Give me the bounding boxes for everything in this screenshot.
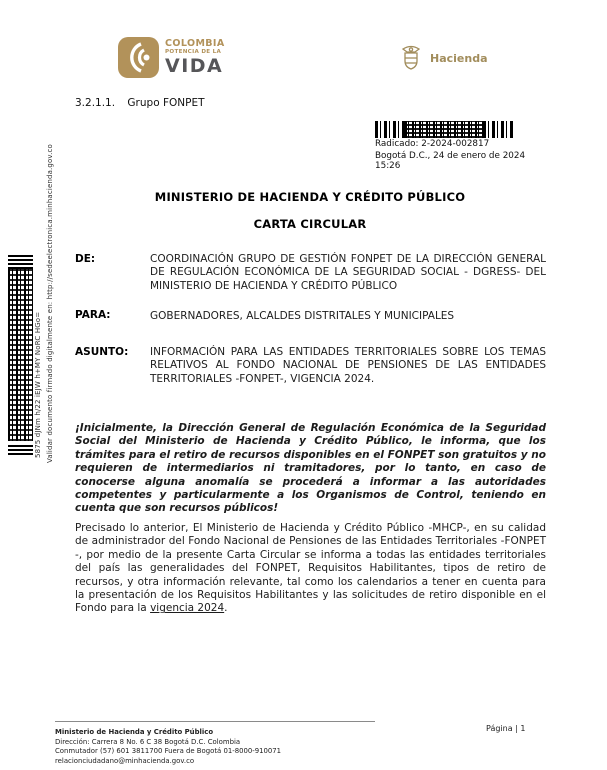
- signature-code-vertical-text: 5875 dJNm h/22 iEJW h+MY NoRC HGo=: [34, 311, 42, 458]
- footer-contact-block: [55, 728, 281, 766]
- carta-circular-title: CARTA CIRCULAR: [253, 217, 367, 231]
- section-name: Grupo FONPET: [127, 97, 205, 109]
- para-label: PARA:: [75, 309, 111, 321]
- signature-barcode-bottom: [8, 443, 33, 455]
- page-number: Página | 1: [486, 724, 526, 733]
- colombia-logo: [118, 37, 225, 78]
- colombia-logo-text: [165, 39, 225, 75]
- signature-barcode-top: [8, 255, 33, 269]
- hacienda-logo: [399, 45, 488, 71]
- footer-address: Dirección: Carrera 8 No. 6 C 38 Bogotá D.C. Colombia: [55, 737, 241, 746]
- barcode-right-stripes: [483, 121, 513, 138]
- radicado-date: Bogotá D.C., 24 de enero de 2024 15:26: [375, 150, 526, 171]
- vigencia-underlined-text: vigencia 2024: [150, 602, 225, 615]
- colombia-wave-icon: [118, 37, 159, 78]
- asunto-value: INFORMACIÓN PARA LAS ENTIDADES TERRITORIALES SOBRE LOS TEMAS RELATIVOS AL FONDO NACIONAL DE PENSIONES DE LAS ENTIDADES TERRITORIALES -FONPET-, VIGENCIA 2024.: [150, 346, 546, 385]
- paragraph-2-period: .: [224, 602, 228, 615]
- body-paragraph-2: [75, 522, 546, 616]
- hacienda-crest-icon: [399, 45, 423, 71]
- colombia-logo-line3: VIDA: [165, 54, 224, 77]
- ministry-title: MINISTERIO DE HACIENDA Y CRÉDITO PÚBLICO: [154, 190, 466, 204]
- barcode-matrix: [405, 121, 483, 138]
- de-label: DE:: [75, 253, 96, 265]
- signature-barcode-body: [8, 269, 33, 441]
- colombia-logo-line2: POTENCIA DE LA: [165, 48, 222, 55]
- radicado-barcode-icon: [375, 121, 513, 138]
- de-value: COORDINACIÓN GRUPO DE GESTIÓN FONPET DE LA DIRECCIÓN GENERAL DE REGULACIÓN ECONÓMICA DE LA SEGURIDAD SOCIAL - DGRESS- DEL MINISTERIO DE HACIENDA Y CRÉDITO PÚBLICO: [150, 253, 546, 292]
- hacienda-logo-label: Hacienda: [430, 51, 488, 65]
- validation-url-vertical-text: Validar documento firmado digitalmente en: http://sedeelectronica.minhacienda.gov.co: [46, 144, 54, 463]
- asunto-label: ASUNTO:: [75, 346, 129, 358]
- colombia-logo-line1: COLOMBIA: [165, 38, 225, 50]
- footer-org-name: Ministerio de Hacienda y Crédito Público: [55, 728, 214, 736]
- para-value: GOBERNADORES, ALCALDES DISTRITALES Y MUNICIPALES: [150, 310, 455, 322]
- footer-email: relacionciudadano@minhacienda.gov.co: [55, 756, 195, 765]
- body-paragraph-1: ¡Inicialmente, la Dirección General de Regulación Económica de la Seguridad Social del Ministerio de Hacienda y Crédito Público, le informa, que los trámites para el retiro de recursos disponibles en el FONPET son gratuitos y no requieren de intermediarios ni tramitadores, por lo tanto, en caso de conocerse alguna anomalía se procederá a informar a las autoridades competentes y particularmente a los Organismos de Control, teniendo en cuenta que son recursos públicos!: [75, 422, 546, 515]
- section-heading: [75, 97, 205, 109]
- footer-phone: Conmutador (57) 601 3811700 Fuera de Bogotá 01-8000-910071: [55, 747, 282, 756]
- radicado-number: Radicado: 2-2024-002817: [375, 139, 490, 149]
- section-number: 3.2.1.1.: [75, 97, 116, 109]
- footer-divider: [55, 721, 375, 722]
- radicado-block: [375, 121, 547, 172]
- paragraph-2-text: Precisado lo anterior, El Ministerio de Hacienda y Crédito Público -MHCP-, en su calidad de administrador del Fondo Nacional de Pensiones de las Entidades Territoriales -FONPET -, por medio de la presente Carta Circular se informa a todas las entidades territoriales del país las generalidades del FONPET, Requisitos Habilitantes, tipos de retiro de recursos, y otra información relevante, tal como los calendarios a tener en cuenta para la presentación de los Requisitos Habilitantes y las solicitudes de retiro disponible en el Fondo para la: [75, 522, 546, 615]
- barcode-left-stripes: [375, 121, 405, 138]
- signature-barcode-icon: [8, 255, 33, 455]
